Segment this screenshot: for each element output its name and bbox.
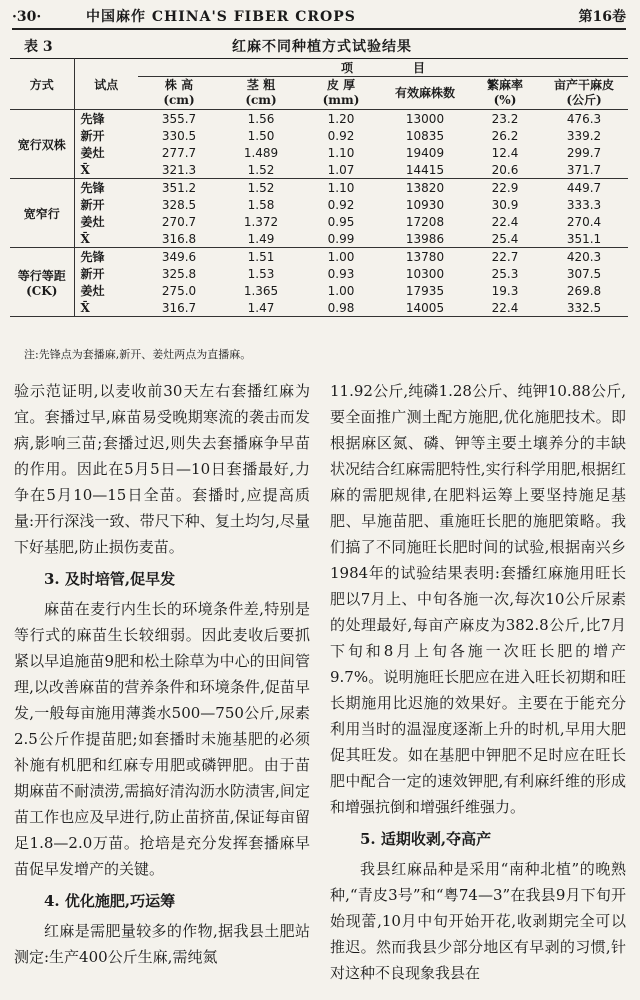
value-cell: 277.7 xyxy=(161,145,197,160)
site-cell: X̄ xyxy=(74,161,138,179)
value-cell: 0.92 xyxy=(327,128,355,143)
value-cell: 1.50 xyxy=(247,128,275,143)
value-cell: 17935 xyxy=(405,283,445,298)
value-cell: 14005 xyxy=(380,299,470,317)
value-cell: 476.3 xyxy=(566,111,602,126)
value-cell: 1.53 xyxy=(247,266,275,281)
column-header: 茎 粗 (cm) xyxy=(220,77,302,110)
site-cell: 新开 xyxy=(80,198,105,212)
method-cell: 等行等距 (CK) xyxy=(10,248,74,317)
value-cell: 0.98 xyxy=(302,299,380,317)
value-cell: 316.7 xyxy=(138,299,220,317)
table-row xyxy=(10,110,628,128)
value-cell: 1.10 xyxy=(327,180,355,195)
value-cell: 10300 xyxy=(405,266,445,281)
value-cell: 0.92 xyxy=(327,197,355,212)
site-cell: 姜灶 xyxy=(80,146,105,160)
value-cell: 26.2 xyxy=(491,128,519,143)
section-heading: 5. 适期收剥,夺高产 xyxy=(360,830,492,848)
value-cell: 1.372 xyxy=(243,214,279,229)
value-cell: 1.00 xyxy=(327,249,355,264)
value-cell: 23.2 xyxy=(491,111,519,126)
table-row xyxy=(10,230,628,248)
value-cell: 1.20 xyxy=(327,111,355,126)
site-cell: X̄ xyxy=(74,230,138,248)
column-header: 繁麻率 (%) xyxy=(470,77,540,110)
value-cell: 22.4 xyxy=(491,214,519,229)
paragraph: 11.92公斤,纯磷1.28公斤、纯钾10.88公斤,要全面推广测土配方施肥,优化施肥技术。即根据麻区氮、磷、钾等主要土壤养分的丰缺状况结合红麻需肥特性,实行科学用肥,根据红麻的需肥规律,在肥料运筹上要坚持施足基肥、早施苗肥、重施旺长肥的施肥策略。我们搞了不同施旺长肥时间的试验,根据南兴乡1984年的试验结果表明:套播红麻施用旺长肥以7月上、中旬各施一次,每次10公斤尿素的处理最好,每亩产麻皮为382.8公斤,比7月下旬和8月上旬各施一次旺长肥的增产9.7%。说明施旺长肥应在进入旺长初期和旺长期施用比迟施的效果好。主要在于能充分利用当时的温湿度逐渐上升的时机,早用大肥促其旺发。如在基肥中钾肥不足时应在旺长肥中配合一定的速效钾肥,有利麻纤维的形成和增强抗倒和增强纤维强力。 xyxy=(330,382,626,816)
value-cell: 19409 xyxy=(405,145,445,160)
value-cell: 14415 xyxy=(380,161,470,179)
site-cell: 新开 xyxy=(80,267,105,281)
site-cell: 先锋 xyxy=(80,112,105,126)
page-header xyxy=(12,6,626,30)
value-cell: 22.4 xyxy=(470,299,540,317)
value-cell: 1.00 xyxy=(327,283,355,298)
value-cell: 13986 xyxy=(380,230,470,248)
value-cell: 351.1 xyxy=(540,230,628,248)
page-number: ·30· xyxy=(12,9,42,25)
value-cell: 1.49 xyxy=(220,230,302,248)
value-cell: 1.52 xyxy=(220,161,302,179)
value-cell: 1.489 xyxy=(243,145,279,160)
table-row xyxy=(10,265,628,282)
site-header: 试点 xyxy=(74,59,138,110)
table-row xyxy=(10,196,628,213)
right-column xyxy=(330,378,626,986)
value-cell: 332.5 xyxy=(540,299,628,317)
value-cell: 269.8 xyxy=(566,283,602,298)
value-cell: 330.5 xyxy=(161,128,197,143)
site-cell: 姜灶 xyxy=(80,215,105,229)
value-cell: 449.7 xyxy=(566,180,602,195)
table-row xyxy=(10,282,628,299)
group-header: 项 目 xyxy=(138,59,628,77)
site-cell: 先锋 xyxy=(80,181,105,195)
paragraph: 验示范证明,以麦收前30天左右套播红麻为宜。套播过早,麻苗易受晚期寒流的袭击而发病,影响三苗;套播过迟,则失去套播麻争早苗的作用。因此在5月5日—10日套播最好,力争在5月10—15日全苗。套播时,应提高质量:开行深浅一致、带尺下种、复土均匀,尽量下好基肥,防止损伤麦苗。 xyxy=(14,382,310,556)
value-cell: 339.2 xyxy=(566,128,602,143)
value-cell: 17208 xyxy=(405,214,445,229)
value-cell: 25.4 xyxy=(470,230,540,248)
value-cell: 13820 xyxy=(405,180,445,195)
results-table xyxy=(10,58,628,317)
table-title: 红麻不同种植方式试验结果 xyxy=(232,39,412,55)
section-heading: 4. 优化施肥,巧运筹 xyxy=(44,892,176,910)
column-header: 有效麻株数 xyxy=(380,77,470,110)
table-note: 注:先锋点为套播麻,新开、姜灶两点为直播麻。 xyxy=(24,348,252,361)
value-cell: 30.9 xyxy=(491,197,519,212)
value-cell: 1.56 xyxy=(247,111,275,126)
value-cell: 351.2 xyxy=(161,180,197,195)
method-header: 方式 xyxy=(10,59,74,110)
paragraph: 红麻是需肥量较多的作物,据我县土肥站测定:生产400公斤生麻,需纯氮 xyxy=(14,922,310,966)
value-cell: 22.9 xyxy=(491,180,519,195)
value-cell: 1.52 xyxy=(247,180,275,195)
table-caption xyxy=(24,36,620,54)
site-cell: X̄ xyxy=(74,299,138,317)
value-cell: 355.7 xyxy=(161,111,197,126)
value-cell: 22.7 xyxy=(491,249,519,264)
method-cell: 宽窄行 xyxy=(10,179,74,248)
section-heading: 3. 及时培管,促早发 xyxy=(44,570,176,588)
table-row xyxy=(10,144,628,161)
table-row xyxy=(10,161,628,179)
site-cell: 姜灶 xyxy=(80,284,105,298)
column-header: 皮 厚 (mm) xyxy=(302,77,380,110)
paragraph: 我县红麻品种是采用“南种北植”的晚熟种,“青皮3号”和“粤74—3”在我县9月下旬开始现蕾,10月中旬开始开花,收剥期完全可以推迟。然而我县少部分地区有早剥的习惯,针对这种不良现象我县在 xyxy=(330,860,626,982)
value-cell: 270.7 xyxy=(161,214,197,229)
value-cell: 299.7 xyxy=(566,145,602,160)
value-cell: 325.8 xyxy=(161,266,197,281)
value-cell: 1.51 xyxy=(247,249,275,264)
value-cell: 20.6 xyxy=(470,161,540,179)
table-row xyxy=(10,248,628,266)
value-cell: 0.95 xyxy=(327,214,355,229)
paragraph: 麻苗在麦行内生长的环境条件差,特别是等行式的麻苗生长较细弱。因此麦收后要抓紧以早追施苗9肥和松土除草为中心的田间管理,以改善麻苗的营养条件和环境条件,促苗早发,一般每亩施用薄粪水500—750公斤,尿素2.5公斤作提苗肥;如套播时未施基肥的必须补施有机肥和红麻专用肥或磷钾肥。由于苗期麻苗不耐渍涝,需搞好清沟沥水防渍害,间定苗工作也应及早进行,防止苗挤苗,保证每亩留足1.8—2.0万苗。抢培是充分发挥套播麻早苗促早发增产的关键。 xyxy=(14,600,310,878)
method-cell: 宽行双株 xyxy=(10,110,74,179)
value-cell: 1.10 xyxy=(327,145,355,160)
value-cell: 371.7 xyxy=(540,161,628,179)
value-cell: 1.47 xyxy=(220,299,302,317)
value-cell: 328.5 xyxy=(161,197,197,212)
value-cell: 13780 xyxy=(405,249,445,264)
volume-label: 第16卷 xyxy=(578,9,626,25)
value-cell: 275.0 xyxy=(161,283,197,298)
value-cell: 270.4 xyxy=(566,214,602,229)
value-cell: 25.3 xyxy=(491,266,519,281)
value-cell: 333.3 xyxy=(566,197,602,212)
value-cell: 10835 xyxy=(405,128,445,143)
table-row xyxy=(10,179,628,197)
value-cell: 10930 xyxy=(405,197,445,212)
value-cell: 321.3 xyxy=(138,161,220,179)
value-cell: 12.4 xyxy=(491,145,519,160)
value-cell: 19.3 xyxy=(491,283,519,298)
table-number: 表 3 xyxy=(24,39,53,55)
table-row xyxy=(10,213,628,230)
site-cell: 先锋 xyxy=(80,250,105,264)
value-cell: 1.365 xyxy=(243,283,279,298)
value-cell: 316.8 xyxy=(138,230,220,248)
value-cell: 0.99 xyxy=(302,230,380,248)
value-cell: 0.93 xyxy=(327,266,355,281)
column-header: 亩产干麻皮 (公斤) xyxy=(540,77,628,110)
left-column xyxy=(14,378,310,970)
journal-title: 中国麻作 CHINA'S FIBER CROPS xyxy=(86,9,356,25)
value-cell: 349.6 xyxy=(161,249,197,264)
table-row xyxy=(10,127,628,144)
value-cell: 307.5 xyxy=(566,266,602,281)
value-cell: 1.58 xyxy=(247,197,275,212)
table-row xyxy=(10,299,628,317)
value-cell: 13000 xyxy=(405,111,445,126)
value-cell: 1.07 xyxy=(302,161,380,179)
site-cell: 新开 xyxy=(80,129,105,143)
value-cell: 420.3 xyxy=(566,249,602,264)
column-header: 株 高 (cm) xyxy=(138,77,220,110)
